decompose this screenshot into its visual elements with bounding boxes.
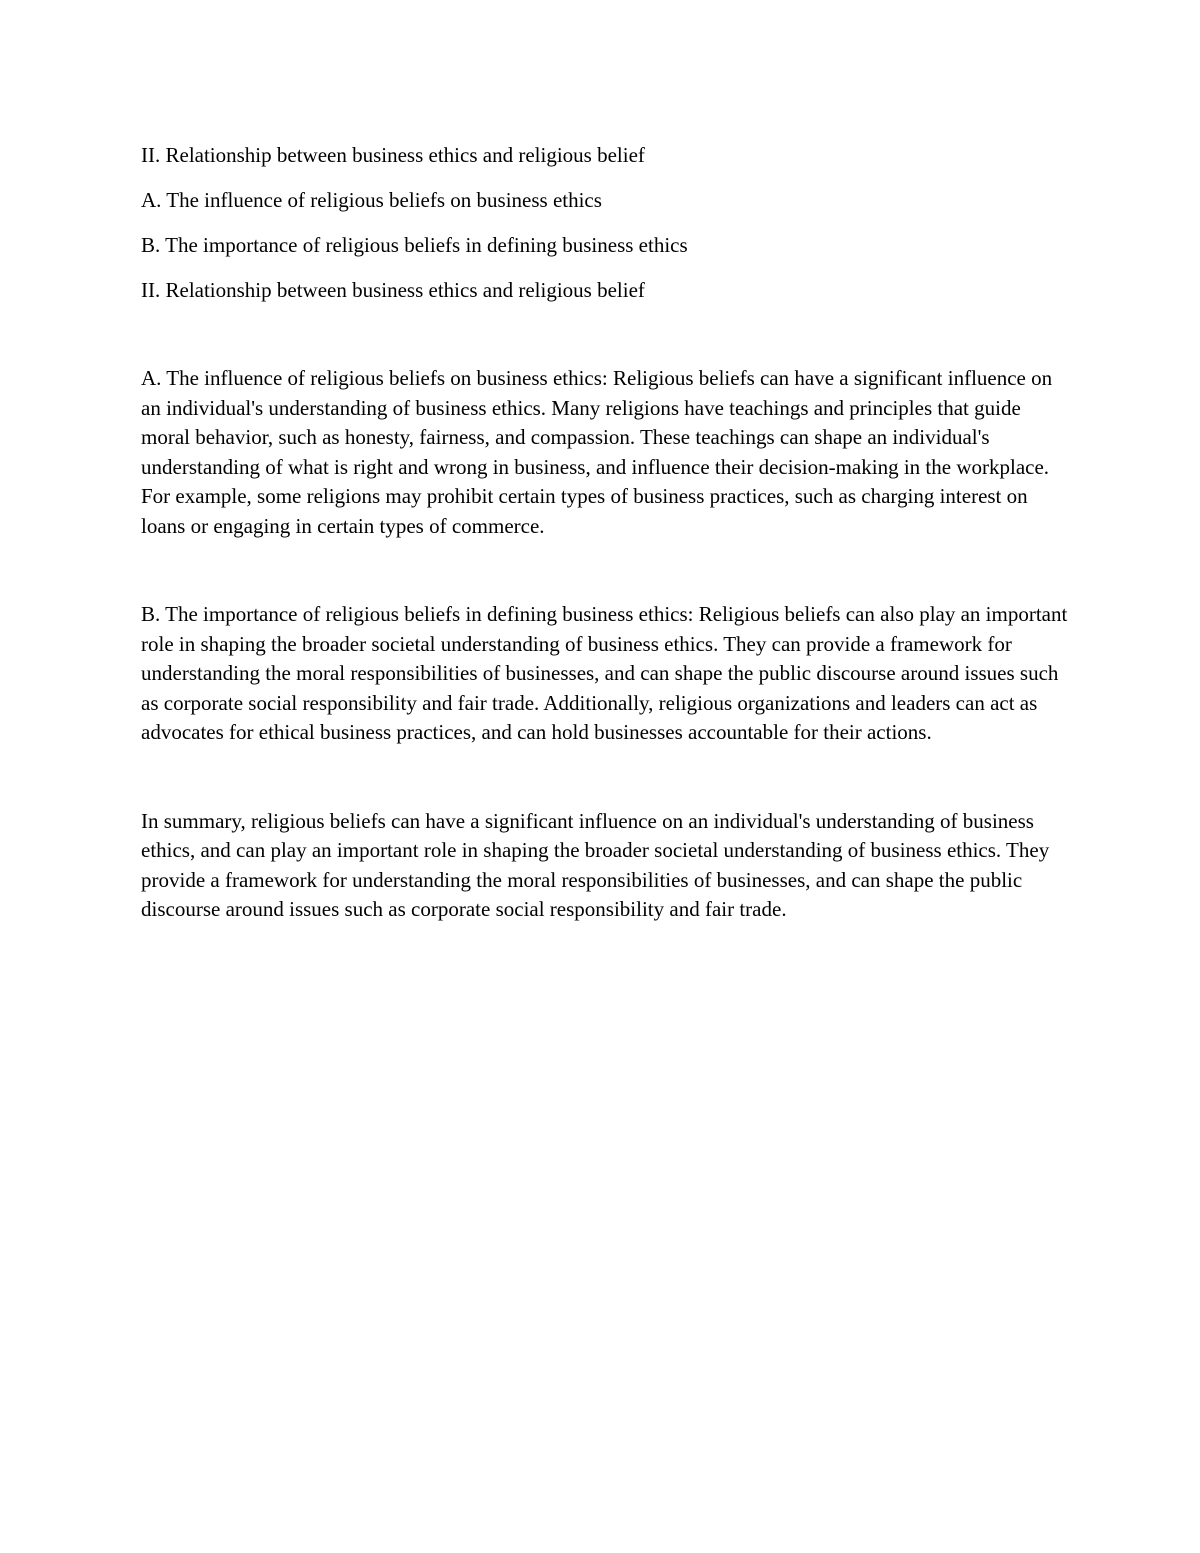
paragraph-importance-of-religious-beliefs: B. The importance of religious beliefs in defining business ethics: Religious beliefs can also play an important role in shaping the broader societal understanding of business ethics. They can provide a framework for understanding the moral responsibilities of businesses, and can shape the public discourse around issues such as corporate social responsibility and fair trade. Additionally, religious organizations and leaders can act as advocates for ethical business practices, and can hold businesses accountable for their actions. <box>141 602 1068 744</box>
outline-item-a: A. The influence of religious beliefs on business ethics <box>141 188 602 212</box>
document-body <box>141 140 1071 925</box>
paragraph-influence-of-religious-beliefs: A. The influence of religious beliefs on business ethics: Religious beliefs can have a significant influence on an individual's understanding of business ethics. Many religions have teachings and principles that guide moral behavior, such as honesty, fairness, and compassion. These teachings can shape an individual's understanding of what is right and wrong in business, and influence their decision-making in the workplace. For example, some religions may prohibit certain types of business practices, such as charging interest on loans or engaging in certain types of commerce. <box>141 366 1053 538</box>
outline-heading-section-ii-repeat: II. Relationship between business ethics and religious belief <box>141 278 645 302</box>
outline-item-b: B. The importance of religious beliefs in defining business ethics <box>141 233 688 257</box>
outline-heading-section-ii: II. Relationship between business ethics and religious belief <box>141 143 645 167</box>
paragraph-summary: In summary, religious beliefs can have a significant influence on an individual's understanding of business ethics, and can play an important role in shaping the broader societal understanding of business ethics. They provide a framework for understanding the moral responsibilities of businesses, and can shape the public discourse around issues such as corporate social responsibility and fair trade. <box>141 808 1050 921</box>
